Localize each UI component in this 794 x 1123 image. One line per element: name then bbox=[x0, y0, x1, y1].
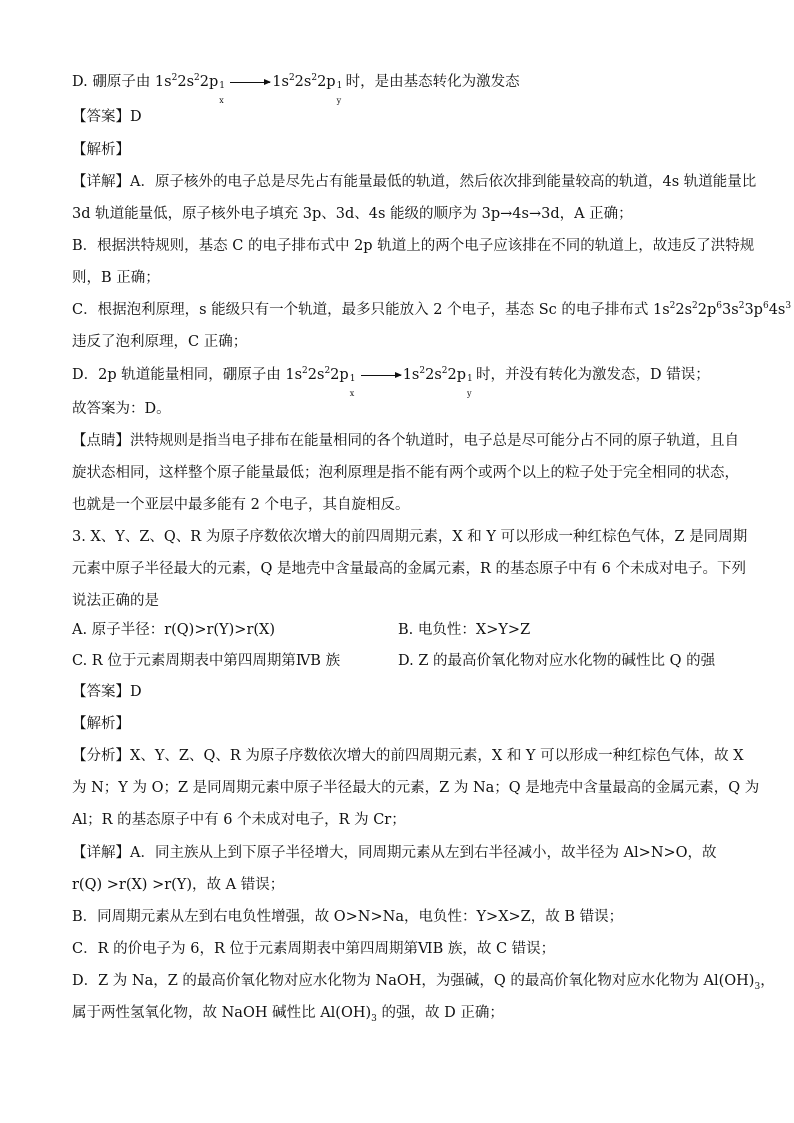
detail-line: 违反了泡利原理，C 正确； bbox=[72, 334, 248, 350]
conclusion-line: 故答案为：D。 bbox=[72, 401, 171, 417]
detail-line: B．同周期元素从左到右电负性增强，故 O>N>Na，电负性：Y>X>Z，故 B 错误； bbox=[72, 909, 624, 925]
question-line: 元素中原子半径最大的元素，Q 是地壳中含量最高的金属元素，R 的基态原子中有 6 个未成对电子。下列 bbox=[72, 561, 746, 577]
note-line: 也就是一个亚层中最多能有 2 个电子，其自旋相反。 bbox=[72, 497, 410, 513]
analysis-line: 为 N；Y 为 O；Z 是同周期元素中原子半径最大的元素，Z 为 Na；Q 是地壳中含量最高的金属元素，Q 为 bbox=[72, 780, 760, 796]
question-line: 说法正确的是 bbox=[72, 593, 159, 609]
answer-label: 【答案】D bbox=[72, 684, 142, 700]
option-a: A. 原子半径：r(Q)>r(Y)>r(X) bbox=[72, 622, 276, 638]
detail-line: 则，B 正确； bbox=[72, 270, 160, 286]
detail-line: 3d 轨道能量低，原子核外电子填充 3p、3d、4s 能级的顺序为 3p→4s→3d，A 正确； bbox=[72, 206, 633, 222]
option-b: B. 电负性：X>Y>Z bbox=[398, 622, 531, 638]
analysis-label: 【解析】 bbox=[72, 142, 130, 158]
note-line: 旋状态相同，这样整个原子能量最低；泡利原理是指不能有两个或两个以上的粒子处于完全相同的状态， bbox=[72, 465, 739, 481]
detail-line: B．根据洪特规则，基态 C 的电子排布式中 2p 轨道上的两个电子应该排在不同的轨道上，故违反了洪特规 bbox=[72, 238, 755, 254]
detail-line: D．Z 为 Na，Z 的最高价氧化物对应水化物为 NaOH，为强碱，Q 的最高价氧化物对应水化物为 $Al(OH)_3$， bbox=[72, 973, 775, 992]
detail-line: 属于两性氢氧化物，故 NaOH 碱性比 $Al(OH)_3$ 的强，故 D 正确； bbox=[72, 1005, 504, 1024]
question-line: 3. X、Y、Z、Q、R 为原子序数依次增大的前四周期元素，X 和 Y 可以形成一种红棕色气体，Z 是同周期 bbox=[72, 529, 748, 545]
answer-label: 【答案】D bbox=[72, 109, 142, 125]
note-line: 【点睛】洪特规则是指当电子排布在能量相同的各个轨道时，电子总是尽可能分占不同的原子轨道，且自 bbox=[72, 433, 739, 449]
arrow-icon bbox=[230, 82, 270, 83]
arrow-icon bbox=[361, 375, 401, 376]
option-d-line: D. 硼原子由 $1s^22s^22p$ 1 x $1s^22s^22p$ 1 y 时，是由基态转化为激发态 bbox=[72, 73, 520, 105]
detail-line: D．2p 轨道能量相同，硼原子由 $1s^22s^22p$ 1 x $1s^22s^22p$ 1 y 时，并没有转化为激发态，D 错误； bbox=[72, 366, 710, 398]
detail-line: C．R 的价电子为 6，R 位于元素周期表中第四周期第ⅥB 族，故 C 错误； bbox=[72, 941, 556, 957]
analysis-line: Al；R 的基态原子中有 6 个未成对电子，R 为 Cr； bbox=[72, 812, 406, 828]
option-d: D. Z 的最高价氧化物对应水化物的碱性比 Q 的强 bbox=[398, 653, 716, 669]
detail-line: 【详解】A．同主族从上到下原子半径增大，同周期元素从左到右半径减小，故半径为 Al>N>O，故 bbox=[72, 845, 717, 861]
option-c: C. R 位于元素周期表中第四周期第ⅣB 族 bbox=[72, 653, 341, 669]
detail-line: r(Q) >r(X) >r(Y)，故 A 错误； bbox=[72, 877, 285, 893]
analysis-line: 【分析】X、Y、Z、Q、R 为原子序数依次增大的前四周期元素，X 和 Y 可以形成一种红棕色气体，故 X bbox=[72, 748, 744, 764]
detail-line: C．根据泡利原理，s 能级只有一个轨道，最多只能放入 2 个电子，基态 Sc 的电子排布式 $1s^22s^22p^63s^23p^64s^3$ bbox=[72, 301, 792, 318]
analysis-label: 【解析】 bbox=[72, 716, 130, 732]
detail-line: 【详解】A．原子核外的电子总是尽先占有能量最低的轨道，然后依次排到能量较高的轨道，4s 轨道能量比 bbox=[72, 174, 757, 190]
